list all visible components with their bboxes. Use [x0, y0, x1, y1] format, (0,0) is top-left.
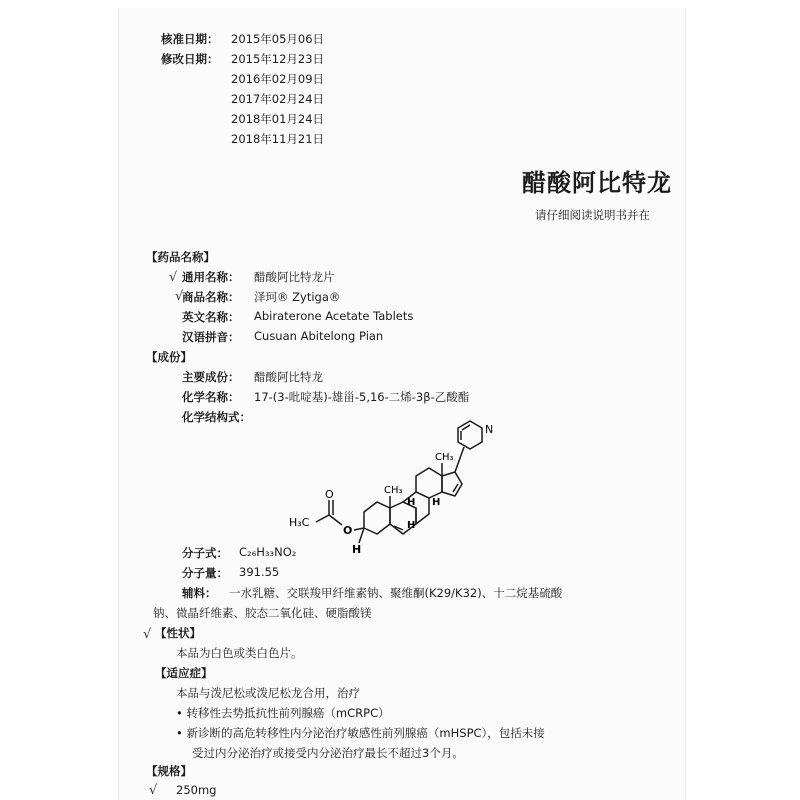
chemical-structure-diagram [259, 403, 579, 563]
excipients-continued: 钠、微晶纤维素、胶态二氧化硅、硬脂酸镁 [153, 606, 372, 620]
bond [316, 515, 329, 522]
excipients: 一水乳糖、交联羧甲纤维素钠、聚维酮(K29/K32)、十二烷基硫酸 [229, 586, 563, 600]
structure-label: 化学结构式： [182, 410, 251, 424]
english-name: Abiraterone Acetate Tablets [254, 309, 414, 323]
spec-heading: 【规格】 [146, 764, 192, 778]
properties-heading: 【性状】 [155, 626, 201, 640]
methyl-label: CH₃ [435, 452, 454, 463]
molecular-weight: 391.55 [239, 565, 280, 579]
pinyin-label: 汉语拼音： [182, 330, 240, 344]
generic-name-label: 通用名称： [182, 270, 240, 284]
hydrogen-label: H [352, 543, 362, 556]
ring-d [442, 472, 462, 496]
trade-name: 泽珂® Zytiga® [254, 290, 341, 304]
methyl-label: H₃C [289, 516, 310, 529]
document-title: 醋酸阿比特龙 [522, 169, 672, 197]
indications-intro: 本品与泼尼松或泼尼松龙合用，治疗 [176, 686, 360, 700]
main-ingredient-label: 主要成份： [182, 370, 240, 384]
revision-date: 2016年02月09日 [231, 72, 325, 86]
hydrogen-label: H [407, 520, 416, 531]
nitrogen-label: N [485, 423, 494, 436]
indication-item-continued: 受过内分泌治疗或接受内分泌治疗最长不超过3个月。 [192, 746, 464, 760]
document-page [118, 8, 686, 800]
bond [455, 447, 464, 472]
check-mark: √ [143, 627, 152, 642]
approval-date: 2015年05月06日 [231, 32, 325, 46]
bond [329, 515, 342, 525]
revision-date: 2017年02月24日 [231, 92, 325, 106]
methyl-label: CH₃ [384, 485, 403, 496]
excipients-label: 辅料： [182, 586, 217, 600]
formula-label: 分子式： [182, 546, 228, 560]
oxygen-label: O [325, 488, 334, 501]
revision-date-label: 修改日期： [161, 52, 219, 66]
drug-name-heading: 【药品名称】 [146, 250, 215, 264]
molecular-formula: C₂₆H₃₃NO₂ [239, 545, 297, 559]
check-mark: √ [149, 783, 158, 798]
indications-heading: 【适应症】 [155, 666, 213, 680]
composition-heading: 【成份】 [146, 350, 192, 364]
check-mark: √ [169, 270, 178, 285]
chemical-name: 17-(3-吡啶基)-雄甾-5,16-二烯-3β-乙酸酯 [254, 390, 470, 404]
molecular-weight-label: 分子量： [182, 566, 228, 580]
indication-item: • 新诊断的高危转移性内分泌治疗敏感性前列腺癌（mHSPC），包括未接 [176, 726, 545, 740]
generic-name: 醋酸阿比特龙片 [254, 270, 335, 284]
main-ingredient: 醋酸阿比特龙 [254, 370, 323, 384]
oxygen-label: O [343, 524, 353, 537]
revision-date: 2018年01月24日 [231, 112, 325, 126]
bond [354, 528, 364, 530]
document-subtitle: 请仔细阅读说明书并在 [535, 208, 650, 222]
hydrogen-label: H [407, 497, 416, 508]
english-name-label: 英文名称： [182, 310, 240, 324]
hydrogen-label: H [432, 497, 441, 508]
approval-date-label: 核准日期： [161, 32, 219, 46]
ring-a [364, 502, 390, 534]
spec-value: 250mg [176, 783, 217, 797]
properties-text: 本品为白色或类白色片。 [176, 646, 303, 660]
revision-date: 2018年11月21日 [231, 132, 325, 146]
indication-item: • 转移性去势抵抗性前列腺癌（mCRPC） [176, 706, 390, 720]
pinyin-name: Cusuan Abitelong Pian [254, 329, 384, 343]
check-mark: √ [175, 289, 184, 304]
chemical-name-label: 化学名称： [182, 390, 240, 404]
trade-name-label: 商品名称： [182, 290, 240, 304]
bond [359, 528, 364, 543]
ring-c2 [416, 468, 442, 498]
revision-date: 2015年12月23日 [231, 52, 325, 66]
